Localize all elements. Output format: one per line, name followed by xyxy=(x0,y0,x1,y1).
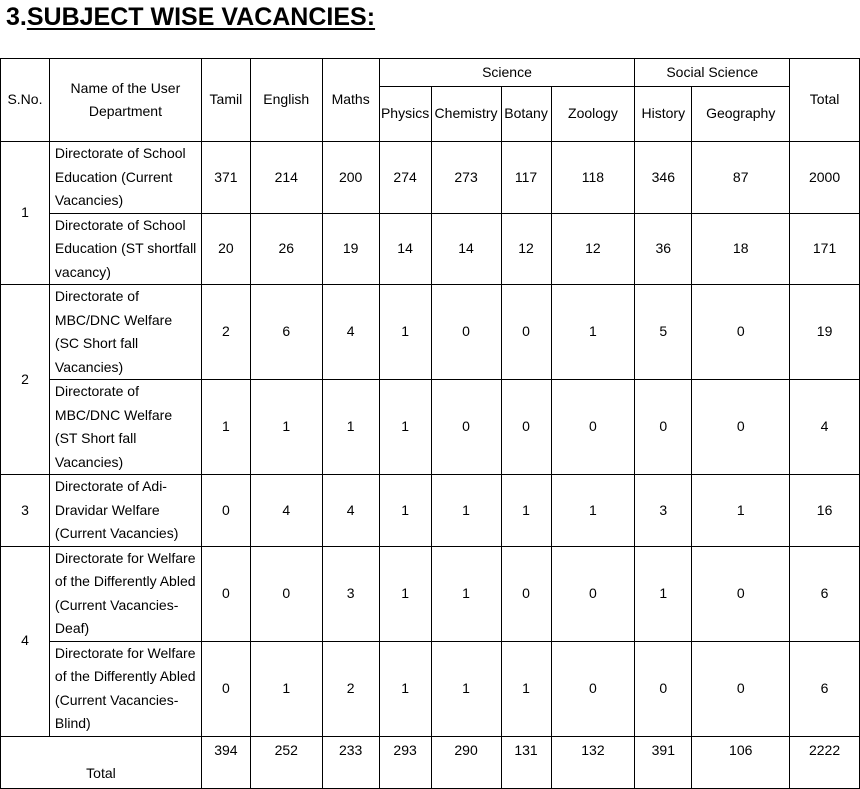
table-row xyxy=(1,475,860,547)
sno-cell: 3 xyxy=(1,475,50,547)
value-cell-english: 4 xyxy=(250,475,322,547)
department-cell xyxy=(49,546,201,641)
value-cell-physics: 1 xyxy=(379,380,431,475)
value-cell-english: 0 xyxy=(250,546,322,641)
value-cell-zoology: 12 xyxy=(551,213,635,285)
total-cell-history: 391 xyxy=(635,736,692,788)
total-cell-botany: 131 xyxy=(501,736,551,788)
value-cell-geography: 18 xyxy=(692,213,790,285)
value-cell-botany: 12 xyxy=(501,213,551,285)
value-cell-geography: 87 xyxy=(692,142,790,214)
header-department-line: Department xyxy=(88,103,162,119)
value-cell-total: 171 xyxy=(790,213,860,285)
value-cell-history: 5 xyxy=(635,285,692,380)
table-row xyxy=(1,213,860,285)
value-cell-geography: 1 xyxy=(692,475,790,547)
header-department xyxy=(49,59,201,142)
value-cell-total: 6 xyxy=(790,546,860,641)
value-cell-maths: 19 xyxy=(322,213,379,285)
value-cell-maths: 4 xyxy=(322,475,379,547)
value-cell-geography: 0 xyxy=(692,380,790,475)
department-line: Directorate for Welfare xyxy=(54,644,196,661)
value-cell-physics: 1 xyxy=(379,475,431,547)
value-cell-chemistry: 1 xyxy=(431,475,501,547)
total-cell-english: 252 xyxy=(250,736,322,788)
header-total: Total xyxy=(790,59,860,142)
value-cell-total: 19 xyxy=(790,285,860,380)
vacancies-table xyxy=(0,58,860,789)
value-cell-total: 6 xyxy=(790,641,860,736)
department-line: Directorate of Adi- xyxy=(54,478,167,494)
department-line: Education (Current xyxy=(54,168,173,185)
value-cell-chemistry: 0 xyxy=(431,380,501,475)
value-cell-tamil: 1 xyxy=(201,380,250,475)
value-cell-history: 36 xyxy=(635,213,692,285)
department-line: Directorate of School xyxy=(54,216,186,233)
value-cell-zoology: 0 xyxy=(551,641,635,736)
department-line: Directorate for Welfare xyxy=(54,549,196,566)
value-cell-botany: 0 xyxy=(501,285,551,380)
table-row xyxy=(1,546,860,641)
header-social-science: Social Science xyxy=(635,59,790,87)
department-cell xyxy=(49,213,201,285)
total-cell-total: 2222 xyxy=(790,736,860,788)
department-cell xyxy=(49,285,201,380)
value-cell-chemistry: 1 xyxy=(431,546,501,641)
value-cell-history: 1 xyxy=(635,546,692,641)
value-cell-history: 346 xyxy=(635,142,692,214)
department-line: Blind) xyxy=(54,715,91,731)
value-cell-english: 214 xyxy=(250,142,322,214)
value-cell-total: 2000 xyxy=(790,142,860,214)
value-cell-zoology: 1 xyxy=(551,285,635,380)
header-science: Science xyxy=(379,59,635,87)
value-cell-english: 26 xyxy=(250,213,322,285)
value-cell-botany: 117 xyxy=(501,142,551,214)
value-cell-total: 16 xyxy=(790,475,860,547)
value-cell-zoology: 118 xyxy=(551,142,635,214)
value-cell-maths: 1 xyxy=(322,380,379,475)
value-cell-tamil: 0 xyxy=(201,546,250,641)
department-line: (Current Vacancies- xyxy=(54,691,179,708)
value-cell-botany: 0 xyxy=(501,380,551,475)
sno-cell: 2 xyxy=(1,285,50,475)
department-line: MBC/DNC Welfare xyxy=(54,406,173,423)
department-line: vacancy) xyxy=(54,263,111,280)
value-cell-physics: 1 xyxy=(379,285,431,380)
value-cell-physics: 1 xyxy=(379,641,431,736)
value-cell-tamil: 2 xyxy=(201,285,250,380)
value-cell-chemistry: 1 xyxy=(431,641,501,736)
department-line: (Current Vacancies) xyxy=(54,525,179,541)
value-cell-botany: 1 xyxy=(501,641,551,736)
value-cell-english: 1 xyxy=(250,380,322,475)
value-cell-zoology: 1 xyxy=(551,475,635,547)
header-sno: S.No. xyxy=(1,59,50,142)
department-line: (ST Short fall xyxy=(54,430,137,446)
header-zoology: Zoology xyxy=(551,87,635,142)
department-cell xyxy=(49,380,201,475)
department-line: Vacancies) xyxy=(54,453,124,470)
table-row xyxy=(1,142,860,214)
table-row xyxy=(1,285,860,380)
value-cell-chemistry: 14 xyxy=(431,213,501,285)
section-heading xyxy=(6,2,375,32)
header-history: History xyxy=(635,87,692,142)
department-line: Vacancies) xyxy=(54,358,124,375)
total-cell-zoology: 132 xyxy=(551,736,635,788)
value-cell-botany: 1 xyxy=(501,475,551,547)
department-line: Dravidar Welfare xyxy=(54,501,160,518)
table-row xyxy=(1,380,860,475)
value-cell-tamil: 371 xyxy=(201,142,250,214)
header-botany: Botany xyxy=(501,87,551,142)
section-title: SUBJECT WISE VACANCIES: xyxy=(26,3,376,31)
value-cell-zoology: 0 xyxy=(551,380,635,475)
header-english: English xyxy=(250,59,322,142)
department-cell xyxy=(49,641,201,736)
total-row xyxy=(1,736,860,788)
total-cell-geography: 106 xyxy=(692,736,790,788)
total-label: Total xyxy=(1,736,202,788)
value-cell-history: 0 xyxy=(635,641,692,736)
value-cell-history: 0 xyxy=(635,380,692,475)
value-cell-physics: 274 xyxy=(379,142,431,214)
value-cell-botany: 0 xyxy=(501,546,551,641)
department-line: MBC/DNC Welfare xyxy=(54,311,173,328)
section-number: 3. xyxy=(6,3,27,31)
total-cell-physics: 293 xyxy=(379,736,431,788)
total-cell-chemistry: 290 xyxy=(431,736,501,788)
department-line: Directorate of xyxy=(54,383,139,399)
value-cell-maths: 4 xyxy=(322,285,379,380)
total-cell-maths: 233 xyxy=(322,736,379,788)
sno-cell: 1 xyxy=(1,142,50,285)
department-line: of the Differently Abled xyxy=(54,668,196,684)
value-cell-maths: 3 xyxy=(322,546,379,641)
value-cell-geography: 0 xyxy=(692,285,790,380)
department-line: (Current Vacancies- xyxy=(54,596,179,613)
value-cell-tamil: 20 xyxy=(201,213,250,285)
header-maths: Maths xyxy=(322,59,379,142)
department-line: Directorate of School xyxy=(54,145,186,161)
value-cell-geography: 0 xyxy=(692,641,790,736)
department-line: (SC Short fall xyxy=(54,335,139,351)
department-cell xyxy=(49,475,201,547)
value-cell-physics: 14 xyxy=(379,213,431,285)
department-line: Vacancies) xyxy=(54,192,124,208)
value-cell-english: 6 xyxy=(250,285,322,380)
value-cell-tamil: 0 xyxy=(201,641,250,736)
value-cell-geography: 0 xyxy=(692,546,790,641)
header-department-line: Name of the User xyxy=(70,79,181,96)
header-tamil: Tamil xyxy=(201,59,250,142)
department-line: of the Differently Abled xyxy=(54,573,196,589)
value-cell-zoology: 0 xyxy=(551,546,635,641)
header-geography: Geography xyxy=(692,87,790,142)
sno-cell: 4 xyxy=(1,546,50,736)
value-cell-maths: 2 xyxy=(322,641,379,736)
value-cell-chemistry: 0 xyxy=(431,285,501,380)
value-cell-english: 1 xyxy=(250,641,322,736)
value-cell-tamil: 0 xyxy=(201,475,250,547)
value-cell-physics: 1 xyxy=(379,546,431,641)
value-cell-chemistry: 273 xyxy=(431,142,501,214)
table-row xyxy=(1,641,860,736)
department-line: Education (ST shortfall xyxy=(54,240,197,256)
department-cell xyxy=(49,142,201,214)
value-cell-maths: 200 xyxy=(322,142,379,214)
header-physics: Physics xyxy=(379,87,431,142)
value-cell-total: 4 xyxy=(790,380,860,475)
total-cell-tamil: 394 xyxy=(201,736,250,788)
header-chemistry: Chemistry xyxy=(431,87,501,142)
department-line: Directorate of xyxy=(54,288,139,304)
department-line: Deaf) xyxy=(54,620,90,636)
header-row-1 xyxy=(1,59,860,87)
value-cell-history: 3 xyxy=(635,475,692,547)
